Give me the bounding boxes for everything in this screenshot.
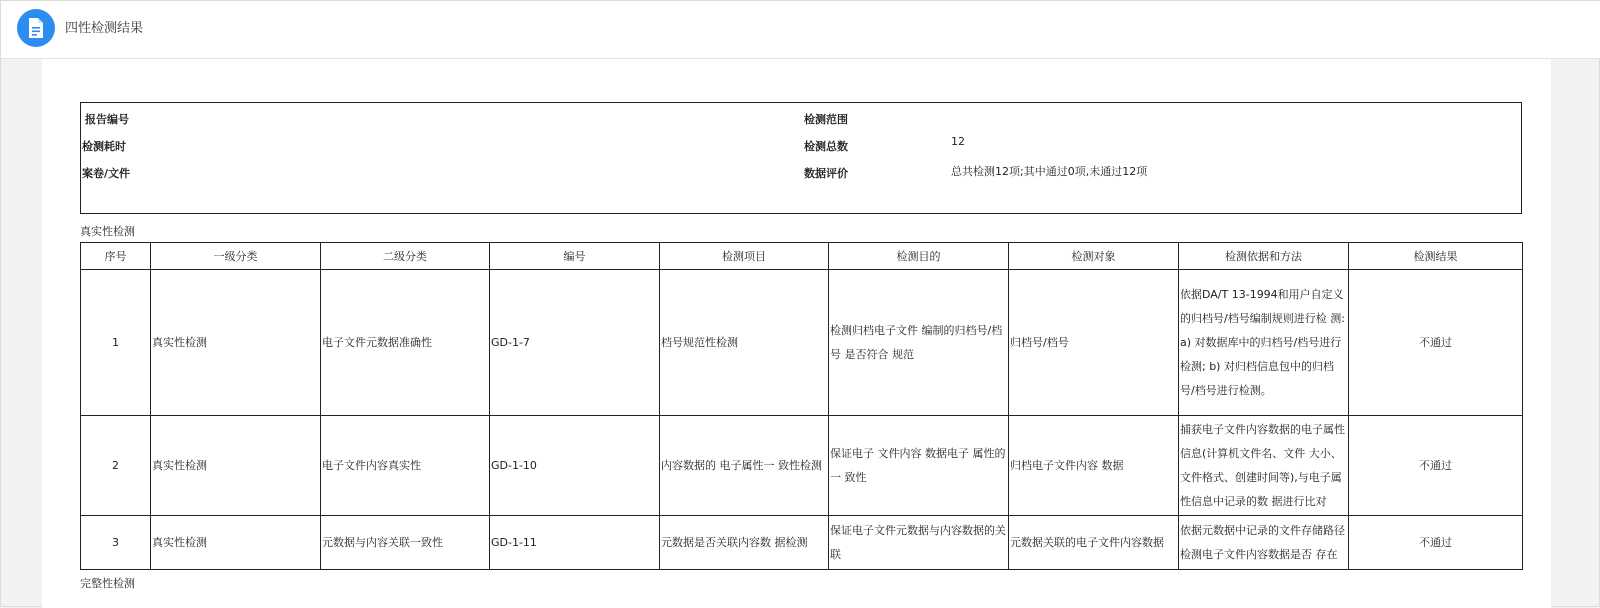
- header-code: 编号: [490, 243, 660, 270]
- cell-method: 捕获电子文件内容数据的电子属性信息(计算机文件名、文件 大小、文件格式、创建时间等),与电子属性信息中记录的数 据进行比对: [1179, 416, 1349, 516]
- cell-code: GD-1-11: [490, 516, 660, 570]
- cell-cat1: 真实性检测: [151, 270, 321, 416]
- header-target: 检测对象: [1009, 243, 1179, 270]
- cell-result: 不通过: [1349, 416, 1523, 516]
- cell-item: 档号规范性检测: [660, 270, 829, 416]
- cell-result: 不通过: [1349, 516, 1523, 570]
- cell-method: 依据元数据中记录的文件存储路径检测电子文件内容数据是否 存在: [1179, 516, 1349, 570]
- evaluation-label: 数据评价: [804, 167, 848, 180]
- header-no: 序号: [81, 243, 151, 270]
- cell-cat2: 元数据与内容关联一致性: [321, 516, 490, 570]
- total-value: 12: [951, 135, 965, 148]
- cell-target: 归档号/档号: [1009, 270, 1179, 416]
- header-result: 检测结果: [1349, 243, 1523, 270]
- header-cat2: 二级分类: [321, 243, 490, 270]
- table-row: [81, 270, 1523, 416]
- report-content[interactable]: [42, 59, 1551, 608]
- duration-label: 检测耗时: [82, 140, 126, 153]
- cell-cat2: 电子文件元数据准确性: [321, 270, 490, 416]
- cell-code: GD-1-10: [490, 416, 660, 516]
- cell-purpose: 保证电子文件元数据与内容数据的关联: [829, 516, 1009, 570]
- scope-label: 检测范围: [804, 113, 848, 126]
- authenticity-section-title: 真实性检测: [80, 225, 135, 238]
- table-row: [81, 516, 1523, 570]
- cell-target: 元数据关联的电子文件内容数据: [1009, 516, 1179, 570]
- total-label: 检测总数: [804, 140, 848, 153]
- cell-result: 不通过: [1349, 270, 1523, 416]
- cell-no: 3: [81, 516, 151, 570]
- cell-purpose: 检测归档电子文件 编制的归档号/档号 是否符合 规范: [829, 270, 1009, 416]
- table-header-row: [81, 243, 1523, 270]
- cell-item: 元数据是否关联内容数 据检测: [660, 516, 829, 570]
- cell-method: 依据DA/T 13-1994和用户自定义的归档号/档号编制规则进行检 测: a) 对数据库中的归档号/档号进行检测; b) 对归档信息包中的归档号/档号进行检测。: [1179, 270, 1349, 416]
- cell-purpose: 保证电子 文件内容 数据电子 属性的一 致性: [829, 416, 1009, 516]
- authenticity-table: [80, 242, 1523, 570]
- file-label: 案卷/文件: [82, 167, 131, 180]
- header-item: 检测项目: [660, 243, 829, 270]
- page-title: 四性检测结果: [65, 21, 144, 36]
- cell-no: 2: [81, 416, 151, 516]
- cell-no: 1: [81, 270, 151, 416]
- header-method: 检测依据和方法: [1179, 243, 1349, 270]
- completeness-section-title: 完整性检测: [80, 577, 135, 590]
- cell-cat2: 电子文件内容真实性: [321, 416, 490, 516]
- report-no-label: 报告编号: [85, 113, 129, 126]
- header-cat1: 一级分类: [151, 243, 321, 270]
- cell-cat1: 真实性检测: [151, 516, 321, 570]
- cell-item: 内容数据的 电子属性一 致性检测: [660, 416, 829, 516]
- evaluation-value: 总共检测12项;其中通过0项,未通过12项: [951, 165, 1148, 178]
- cell-cat1: 真实性检测: [151, 416, 321, 516]
- document-icon: [17, 9, 55, 47]
- summary-panel: [80, 102, 1522, 214]
- cell-target: 归档电子文件内容 数据: [1009, 416, 1179, 516]
- title-bar: [1, 1, 1600, 59]
- header-purpose: 检测目的: [829, 243, 1009, 270]
- cell-code: GD-1-7: [490, 270, 660, 416]
- table-row: [81, 416, 1523, 516]
